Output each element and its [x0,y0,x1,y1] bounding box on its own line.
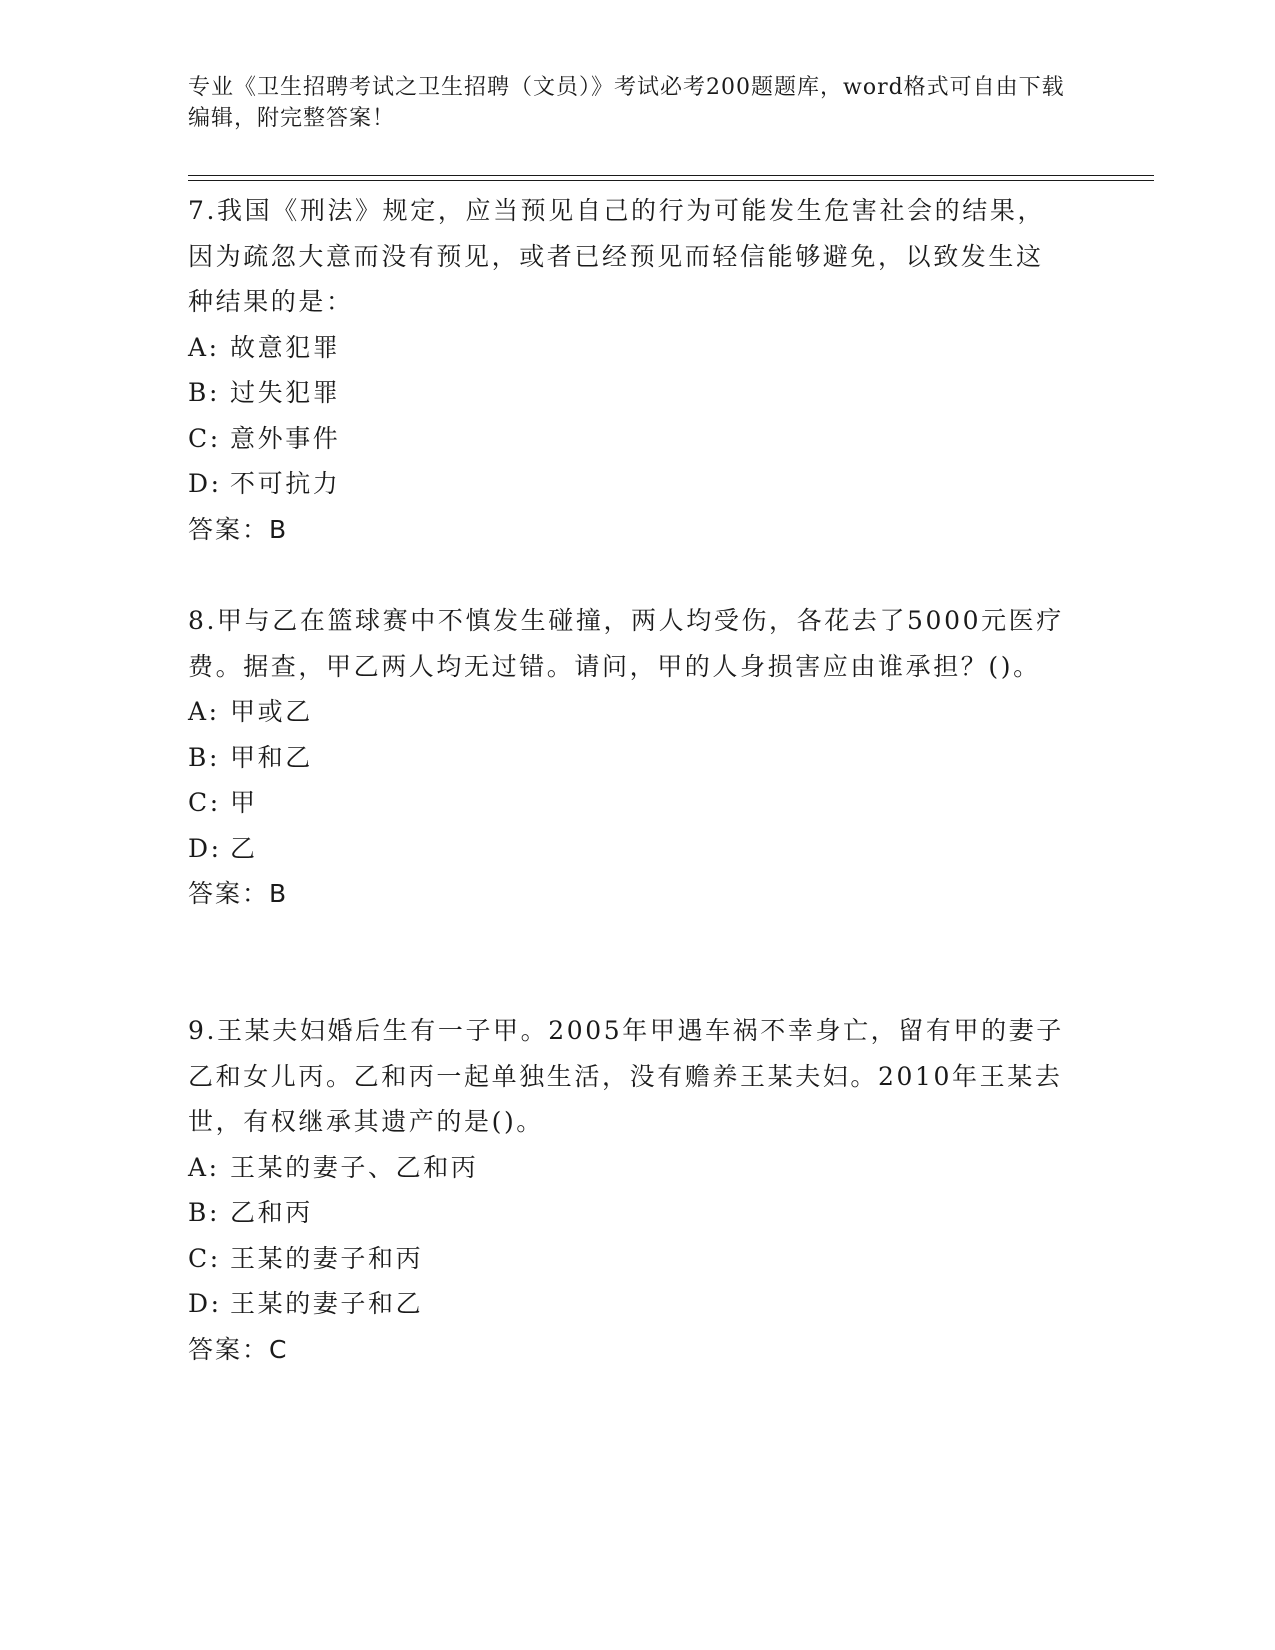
option-a [188,325,1068,371]
option-text: 过失犯罪 [230,378,341,407]
option-text: 王某的妻子和乙 [230,1289,424,1318]
option-text: 意外事件 [230,423,341,453]
option-a [188,1145,1068,1191]
option-list [188,689,1068,871]
option-b [188,370,1068,416]
option-c [188,1236,1068,1282]
option-key: B: [188,1198,220,1227]
option-text: 不可抗力 [230,469,341,498]
option-text: 甲 [230,788,258,817]
option-d [188,826,1068,872]
question-9 [188,1008,1068,1372]
option-key: D: [188,1289,222,1318]
option-key: A: [188,1152,220,1182]
header-divider-top [188,175,1154,176]
option-key: C: [188,788,221,817]
option-b [188,1190,1068,1236]
answer-line: 答案：B [188,879,289,908]
page-header-title: 专业《卫生招聘考试之卫生招聘（文员）》考试必考200题题库，word格式可自由下载编辑，附完整答案！ [188,75,1065,131]
option-key: C: [188,1243,221,1273]
option-text: 甲或乙 [230,697,313,726]
option-c [188,416,1068,462]
option-key: A: [188,697,220,726]
option-text: 王某的妻子和丙 [230,1243,424,1273]
option-c [188,780,1068,826]
option-text: 甲和乙 [230,742,313,772]
option-text: 乙 [230,833,258,863]
answer-line: 答案：C [188,1334,289,1364]
option-text: 乙和丙 [230,1198,313,1227]
question-7 [188,188,1068,552]
option-key: D: [188,469,222,498]
header-divider-bottom [188,180,1154,181]
question-8 [188,598,1068,917]
option-key: C: [188,423,221,453]
option-d [188,1281,1068,1327]
option-d [188,461,1068,507]
answer-line: 答案：B [188,514,289,544]
question-stem: 8.甲与乙在篮球赛中不慎发生碰撞，两人均受伤，各花去了5000元医疗费。据查，甲乙两人均无过错。请问，甲的人身损害应由谁承担？()。 [188,606,1064,681]
option-text: 故意犯罪 [230,332,341,362]
option-a [188,689,1068,735]
option-key: A: [188,332,220,362]
question-stem: 9.王某夫妇婚后生有一子甲。2005年甲遇车祸不幸身亡，留有甲的妻子乙和女儿丙。乙和丙一起单独生活，没有赡养王某夫妇。2010年王某去世，有权继承其遗产的是()。 [188,1016,1064,1136]
option-key: D: [188,833,222,863]
option-b [188,735,1068,781]
option-key: B: [188,742,220,772]
option-list [188,1145,1068,1327]
option-text: 王某的妻子、乙和丙 [230,1152,479,1182]
question-stem: 7.我国《刑法》规定，应当预见自己的行为可能发生危害社会的结果，因为疏忽大意而没有预见，或者已经预见而轻信能够避免，以致发生这种结果的是： [188,196,1046,316]
option-list [188,325,1068,507]
option-key: B: [188,378,220,407]
